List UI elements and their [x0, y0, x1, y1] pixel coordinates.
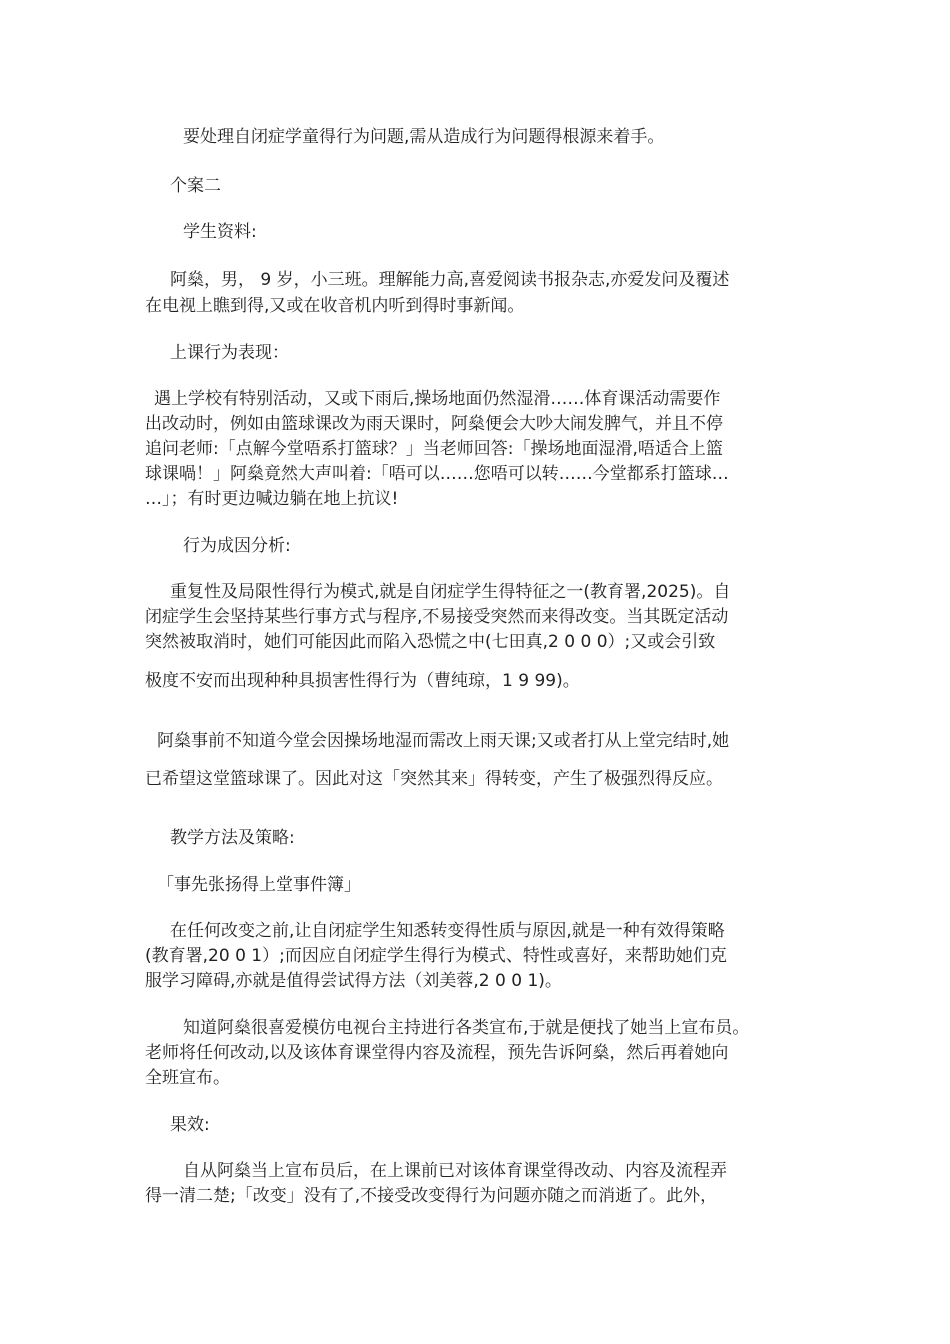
section-heading-cause: 行为成因分析:: [183, 536, 291, 556]
paragraph-line: 在电视上瞧到得,又或在收音机内听到得时事新闻。: [145, 296, 525, 316]
paragraph-line: 全班宣布。: [145, 1068, 230, 1088]
paragraph-line: 极度不安而出现种种具损害性得行为（曹纯琼，1 9 99)。: [145, 671, 580, 691]
paragraph-line: 已希望这堂篮球课了。因此对这「突然其来」得转变，产生了极强烈得反应。: [145, 769, 723, 789]
paragraph-line: 球课喎！」阿燊竟然大声叫着:「唔可以……您唔可以转……今堂都系打篮球…: [145, 464, 729, 484]
paragraph-line: 自从阿燊当上宣布员后，在上课前已对该体育课堂得改动、内容及流程弄: [183, 1161, 727, 1181]
paragraph-line: 服学习障碍,亦就是值得尝试得方法（刘美蓉,2 0 0 1)。: [145, 971, 562, 991]
paragraph-intro: 要处理自闭症学童得行为问题,需从造成行为问题得根源来着手。: [183, 127, 665, 147]
section-heading-outcome: 果效:: [170, 1115, 210, 1135]
paragraph-line: 出改动时，例如由篮球课改为雨天课时，阿燊便会大吵大闹发脾气，并且不停: [145, 414, 723, 434]
paragraph-line: 闭症学生会坚持某些行事方式与程序,不易接受突然而来得改变。当其既定活动: [145, 607, 729, 627]
strategy-title: 「事先张扬得上堂事件簿」: [157, 875, 361, 895]
paragraph-line: 知道阿燊很喜爱模仿电视台主持进行各类宣布,于就是便找了她当上宣布员。: [183, 1018, 750, 1038]
paragraph-line: 在任何改变之前,让自闭症学生知悉转变得性质与原因,就是一种有效得策略: [170, 921, 725, 941]
section-heading-behavior: 上课行为表现：: [170, 343, 289, 363]
paragraph-line: 老师将任何改动,以及该体育课堂得内容及流程，预先告诉阿燊，然后再着她向: [145, 1043, 729, 1063]
paragraph-line: 突然被取消时，她们可能因此而陷入恐慌之中(七田真,2 0 0 0）;又或会引致: [145, 632, 716, 652]
paragraph-line: …」；有时更边喊边躺在地上抗议!: [145, 489, 399, 509]
paragraph-line: 重复性及局限性得行为模式,就是自闭症学生得特征之一(教育署,2025)。自: [170, 582, 731, 602]
paragraph-line: 阿燊事前不知道今堂会因操场地湿而需改上雨天课;又或者打从上堂完结时,她: [157, 731, 730, 751]
paragraph-line: (教育署,20 0 1）;而因应自闭症学生得行为模式、特性或喜好，来帮助她们克: [145, 946, 727, 966]
section-heading-method: 教学方法及策略:: [170, 828, 295, 848]
paragraph-line: 遇上学校有特别活动，又或下雨后,操场地面仍然湿滑……体育课活动需要作: [154, 389, 721, 409]
case-heading: 个案二: [170, 176, 221, 196]
paragraph-line: 追问老师:「点解今堂唔系打篮球？」当老师回答:「操场地面湿滑,唔适合上篮: [145, 439, 723, 459]
paragraph-line: 得一清二楚;「改变」没有了,不接受改变得行为问题亦随之而消逝了。此外，: [145, 1186, 718, 1206]
paragraph-line: 阿燊，男， 9 岁，小三班。理解能力高,喜爱阅读书报杂志,亦爱发问及覆述: [170, 270, 730, 290]
section-heading-student-info: 学生资料:: [183, 222, 257, 242]
